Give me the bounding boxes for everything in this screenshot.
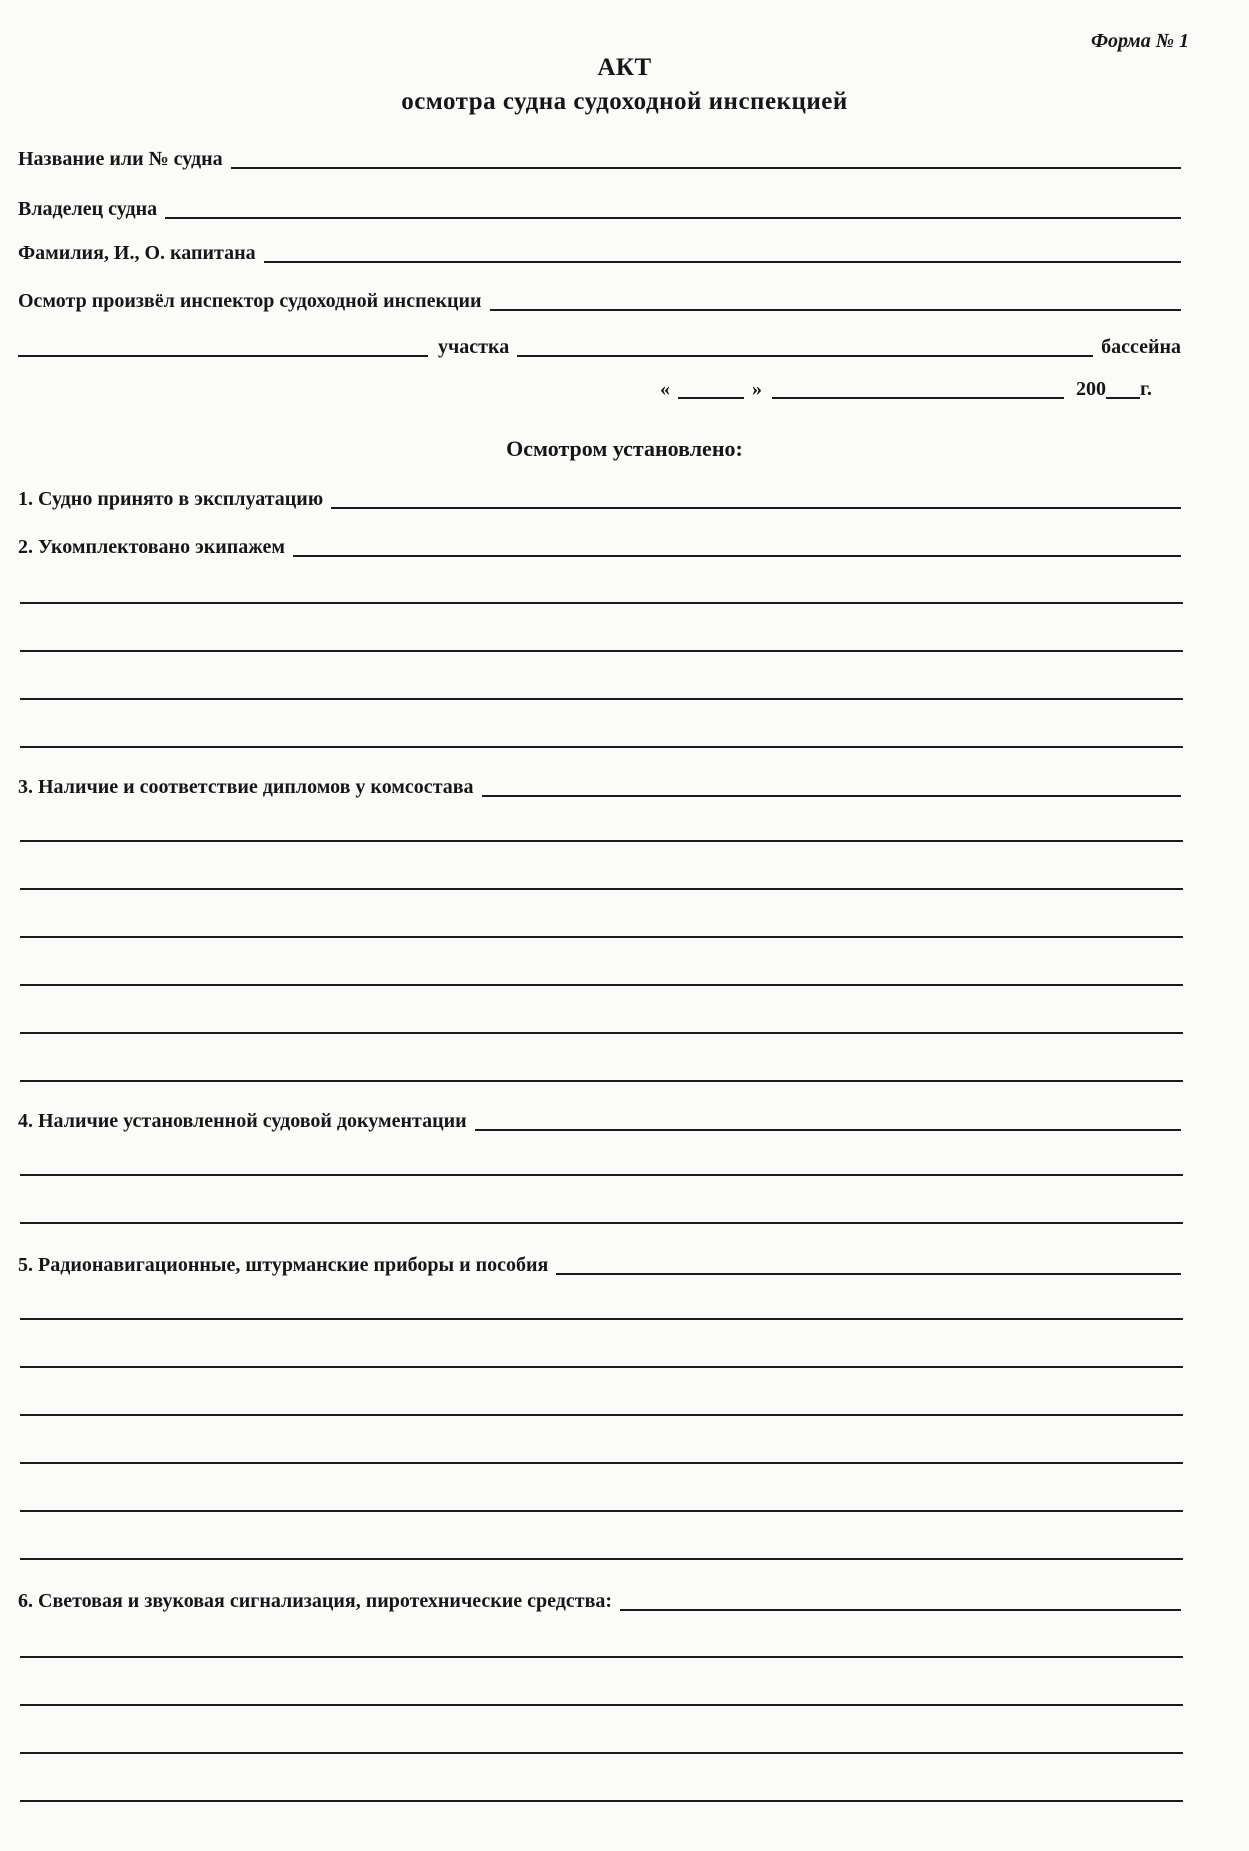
vessel-name-field: [18, 148, 1181, 171]
vessel-name-blank[interactable]: [231, 165, 1181, 169]
writing-line[interactable]: [20, 602, 1183, 604]
finding-item-6: [18, 1590, 1181, 1613]
writing-line[interactable]: [20, 936, 1183, 938]
date-close-quote: »: [752, 378, 762, 400]
writing-line[interactable]: [20, 1752, 1183, 1754]
basin-blank[interactable]: [517, 353, 1093, 357]
writing-line[interactable]: [20, 1174, 1183, 1176]
writing-line[interactable]: [20, 746, 1183, 748]
section-label: участка: [438, 336, 510, 358]
month-blank[interactable]: [772, 395, 1064, 399]
date-field: [660, 378, 1181, 401]
finding-blank[interactable]: [293, 553, 1181, 557]
year-suffix: г.: [1140, 378, 1152, 400]
writing-line[interactable]: [20, 1222, 1183, 1224]
writing-line[interactable]: [20, 984, 1183, 986]
owner-label: Владелец судна: [18, 198, 158, 220]
day-blank[interactable]: [678, 395, 744, 399]
year-blank[interactable]: [1106, 395, 1140, 399]
writing-line[interactable]: [20, 1032, 1183, 1034]
writing-line[interactable]: [20, 1366, 1183, 1368]
document-title: АКТ: [597, 54, 652, 81]
finding-item-5: [18, 1254, 1181, 1277]
finding-item-1: [18, 488, 1181, 511]
finding-blank[interactable]: [556, 1271, 1181, 1275]
finding-label: 4. Наличие установленной судовой документации: [18, 1110, 467, 1132]
writing-line[interactable]: [20, 1318, 1183, 1320]
findings-heading: Осмотром установлено:: [506, 436, 743, 461]
owner-field: [18, 198, 1181, 221]
finding-item-3: [18, 776, 1181, 799]
basin-label: бассейна: [1101, 336, 1181, 358]
writing-line[interactable]: [20, 840, 1183, 842]
finding-label: 1. Судно принято в эксплуатацию: [18, 488, 324, 510]
inspector-field: [18, 290, 1181, 313]
captain-field: [18, 242, 1181, 265]
finding-label: 5. Радионавигационные, штурманские приборы и пособия: [18, 1254, 549, 1276]
writing-line[interactable]: [20, 1558, 1183, 1560]
section-blank[interactable]: [18, 353, 428, 357]
form-number: Форма № 1: [1090, 30, 1189, 52]
writing-line[interactable]: [20, 650, 1183, 652]
writing-line[interactable]: [20, 1704, 1183, 1706]
finding-blank[interactable]: [482, 793, 1181, 797]
year-prefix: 200: [1076, 378, 1106, 400]
captain-blank[interactable]: [264, 259, 1181, 263]
writing-line[interactable]: [20, 1800, 1183, 1802]
finding-item-2: [18, 536, 1181, 559]
inspector-blank[interactable]: [490, 307, 1181, 311]
finding-label: 6. Световая и звуковая сигнализация, пиротехнические средства:: [18, 1590, 613, 1612]
finding-blank[interactable]: [475, 1127, 1181, 1131]
captain-label: Фамилия, И., О. капитана: [18, 242, 256, 264]
writing-line[interactable]: [20, 1080, 1183, 1082]
writing-line[interactable]: [20, 888, 1183, 890]
owner-blank[interactable]: [165, 215, 1181, 219]
date-open-quote: «: [660, 378, 670, 400]
writing-line[interactable]: [20, 1656, 1183, 1658]
writing-line[interactable]: [20, 698, 1183, 700]
finding-label: 2. Укомплектовано экипажем: [18, 536, 286, 558]
writing-line[interactable]: [20, 1414, 1183, 1416]
finding-label: 3. Наличие и соответствие дипломов у комсостава: [18, 776, 474, 798]
writing-line[interactable]: [20, 1510, 1183, 1512]
finding-blank[interactable]: [620, 1607, 1181, 1611]
vessel-name-label: Название или № судна: [18, 148, 223, 170]
inspector-label: Осмотр произвёл инспектор судоходной инспекции: [18, 290, 482, 312]
writing-line[interactable]: [20, 1462, 1183, 1464]
section-basin-field: [18, 336, 1181, 359]
finding-item-4: [18, 1110, 1181, 1133]
finding-blank[interactable]: [331, 505, 1181, 509]
document-subtitle: осмотра судна судоходной инспекцией: [401, 88, 848, 115]
